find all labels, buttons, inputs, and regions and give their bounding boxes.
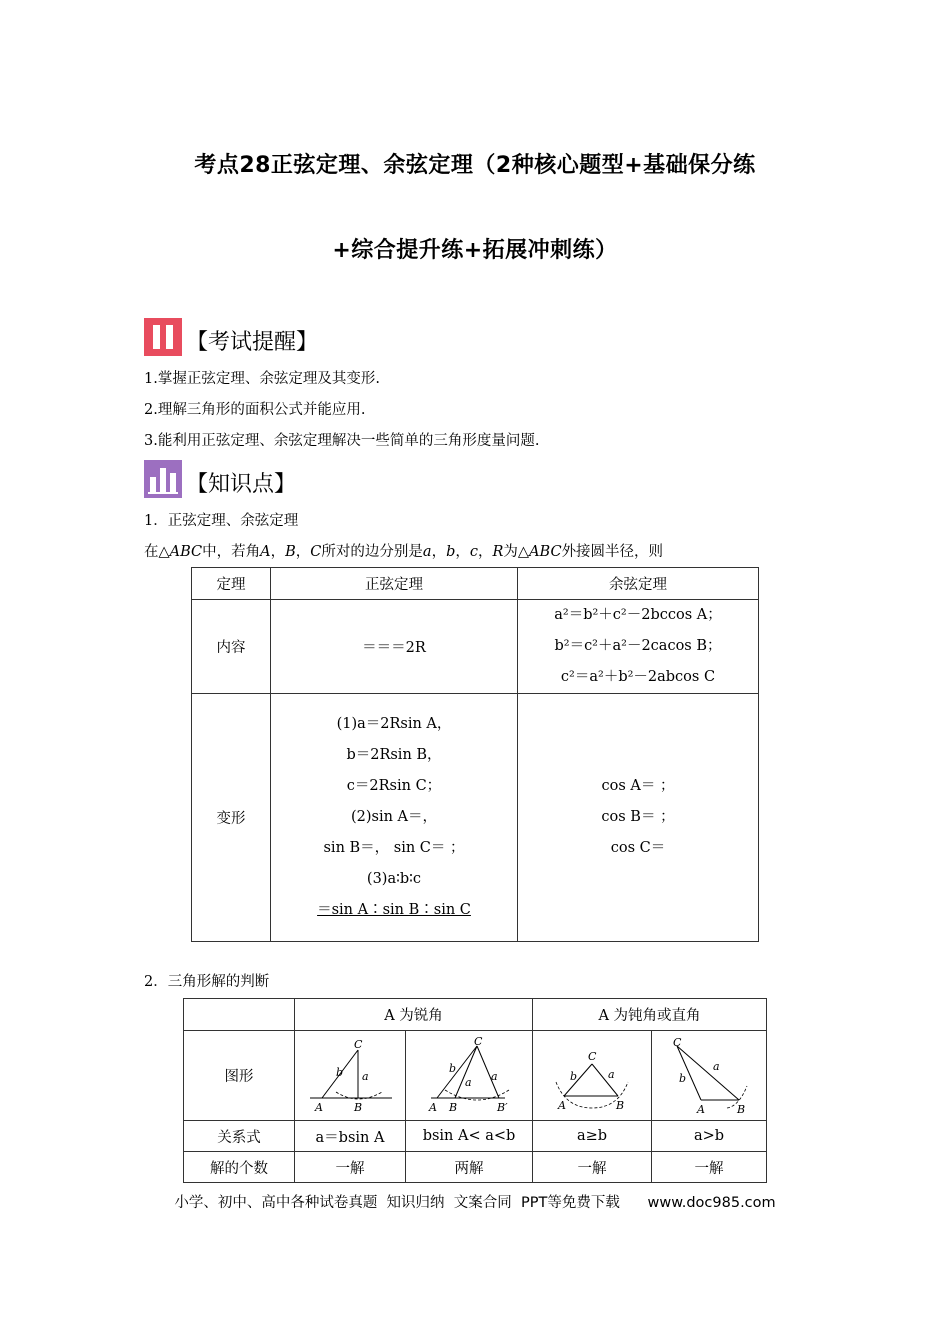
sine-variant: sin B＝， sin C＝ ；: [323, 840, 465, 856]
svg-text:C: C: [354, 1037, 363, 1051]
triangle-figure-acute-two-solutions: [419, 1036, 519, 1116]
cosine-variant: cos A＝ ；: [601, 778, 675, 794]
svg-text:A: A: [429, 1100, 437, 1114]
relation-cell: a>b: [652, 1121, 767, 1152]
corner-cell: [184, 999, 295, 1031]
row-label-content: 内容: [192, 600, 271, 694]
sine-variant: b＝2Rsin B，: [346, 747, 442, 763]
svg-text:b: b: [449, 1061, 457, 1075]
svg-text:C: C: [474, 1035, 483, 1048]
svg-text:B: B: [354, 1100, 363, 1114]
svg-text:a: a: [362, 1069, 369, 1083]
row-label-variant: 变形: [192, 694, 271, 942]
triangle-figure-acute-one-solution: [300, 1036, 400, 1116]
triangle-figure-obtuse-gt-one-solution: [659, 1036, 759, 1116]
row-label-relation: 关系式: [184, 1121, 295, 1152]
page-footer: 小学、初中、高中各种试卷真题 知识归纳 文案合同 PPT等免费下载 www.doc985.com: [174, 1195, 776, 1211]
svg-text:a: a: [713, 1059, 720, 1073]
figure-cell: [652, 1031, 767, 1121]
svg-text:a: a: [465, 1075, 472, 1089]
row-label-count: 解的个数: [184, 1152, 295, 1183]
page-title-line-1: 考点28正弦定理、余弦定理（2种核心题型+基础保分练: [194, 153, 756, 178]
triangle-solution-table: [183, 998, 767, 1183]
reminder-item: 3.能利用正弦定理、余弦定理解决一些简单的三角形度量问题.: [144, 433, 540, 449]
figure-cell: [295, 1031, 406, 1121]
header-cosine-law: 余弦定理: [518, 568, 759, 600]
page-title-line-2: +综合提升练+拓展冲刺练）: [332, 238, 618, 263]
figure-cell: [406, 1031, 533, 1121]
header-theorem: 定理: [192, 568, 271, 600]
svg-text:b: b: [570, 1069, 578, 1083]
pause-bars-icon: [144, 318, 182, 356]
subsection-heading: 2．三角形解的判断: [144, 974, 270, 990]
subsection-heading: 1．正弦定理、余弦定理: [144, 513, 299, 529]
svg-text:a: a: [491, 1069, 498, 1083]
sine-variant: (2)sin A＝，: [350, 809, 438, 825]
svg-text:a: a: [608, 1067, 615, 1081]
reminder-item: 2.理解三角形的面积公式并能应用.: [144, 402, 366, 418]
section-title-exam-reminder: 【考试提醒】: [186, 330, 319, 355]
svg-text:A: A: [558, 1098, 566, 1112]
intro-sentence: 在△ABC中，若角A，B，C所对的边分别是a，b，c，R为△ABC外接圆半径，则: [144, 544, 664, 560]
figure-cell: [533, 1031, 652, 1121]
triangle-figure-obtuse-one-solution: [542, 1036, 642, 1116]
sine-law-content: ＝＝＝2R: [271, 600, 518, 694]
section-title-knowledge: 【知识点】: [186, 472, 297, 497]
svg-text:B: B: [449, 1100, 458, 1114]
cosine-formula: b²＝c²＋a²－2cacos B；: [554, 638, 722, 654]
svg-text:B: B: [737, 1102, 746, 1116]
svg-text:C: C: [673, 1035, 682, 1049]
svg-text:B: B: [616, 1098, 625, 1112]
header-sine-law: 正弦定理: [271, 568, 518, 600]
sine-variant: (1)a＝2Rsin A，: [336, 716, 452, 732]
solution-count-cell: 一解: [533, 1152, 652, 1183]
solution-count-cell: 一解: [652, 1152, 767, 1183]
sine-variant: c＝2Rsin C；: [346, 778, 442, 794]
svg-text:A: A: [697, 1102, 705, 1116]
cosine-law-variants: [518, 694, 759, 942]
theorem-table: [191, 567, 759, 942]
sine-variant: (3)a∶b∶c: [366, 871, 422, 887]
solution-count-cell: 两解: [406, 1152, 533, 1183]
cosine-law-content: [518, 600, 759, 694]
svg-text:C: C: [588, 1049, 597, 1063]
sine-law-variants: [271, 694, 518, 942]
relation-cell: a≥b: [533, 1121, 652, 1152]
header-acute: A 为锐角: [295, 999, 533, 1031]
cosine-formula: a²＝b²＋c²－2bccos A；: [554, 607, 722, 623]
bar-chart-icon: [144, 460, 182, 498]
cosine-variant: cos B＝ ；: [601, 809, 675, 825]
solution-count-cell: 一解: [295, 1152, 406, 1183]
cosine-formula: c²＝a²＋b²－2abcos C: [560, 669, 716, 685]
relation-cell: a＝bsin A: [295, 1121, 406, 1152]
header-obtuse: A 为钝角或直角: [533, 999, 767, 1031]
relation-cell: bsin A< a<b: [406, 1121, 533, 1152]
row-label-figure: 图形: [184, 1031, 295, 1121]
svg-text:b: b: [679, 1071, 687, 1085]
svg-text:A: A: [315, 1100, 323, 1114]
cosine-variant: cos C＝: [610, 840, 666, 856]
sine-variant: ＝sin A∶sin B∶sin C: [317, 902, 471, 918]
svg-text:B′: B′: [497, 1100, 508, 1114]
reminder-item: 1.掌握正弦定理、余弦定理及其变形.: [144, 371, 380, 387]
svg-text:b: b: [336, 1065, 344, 1079]
